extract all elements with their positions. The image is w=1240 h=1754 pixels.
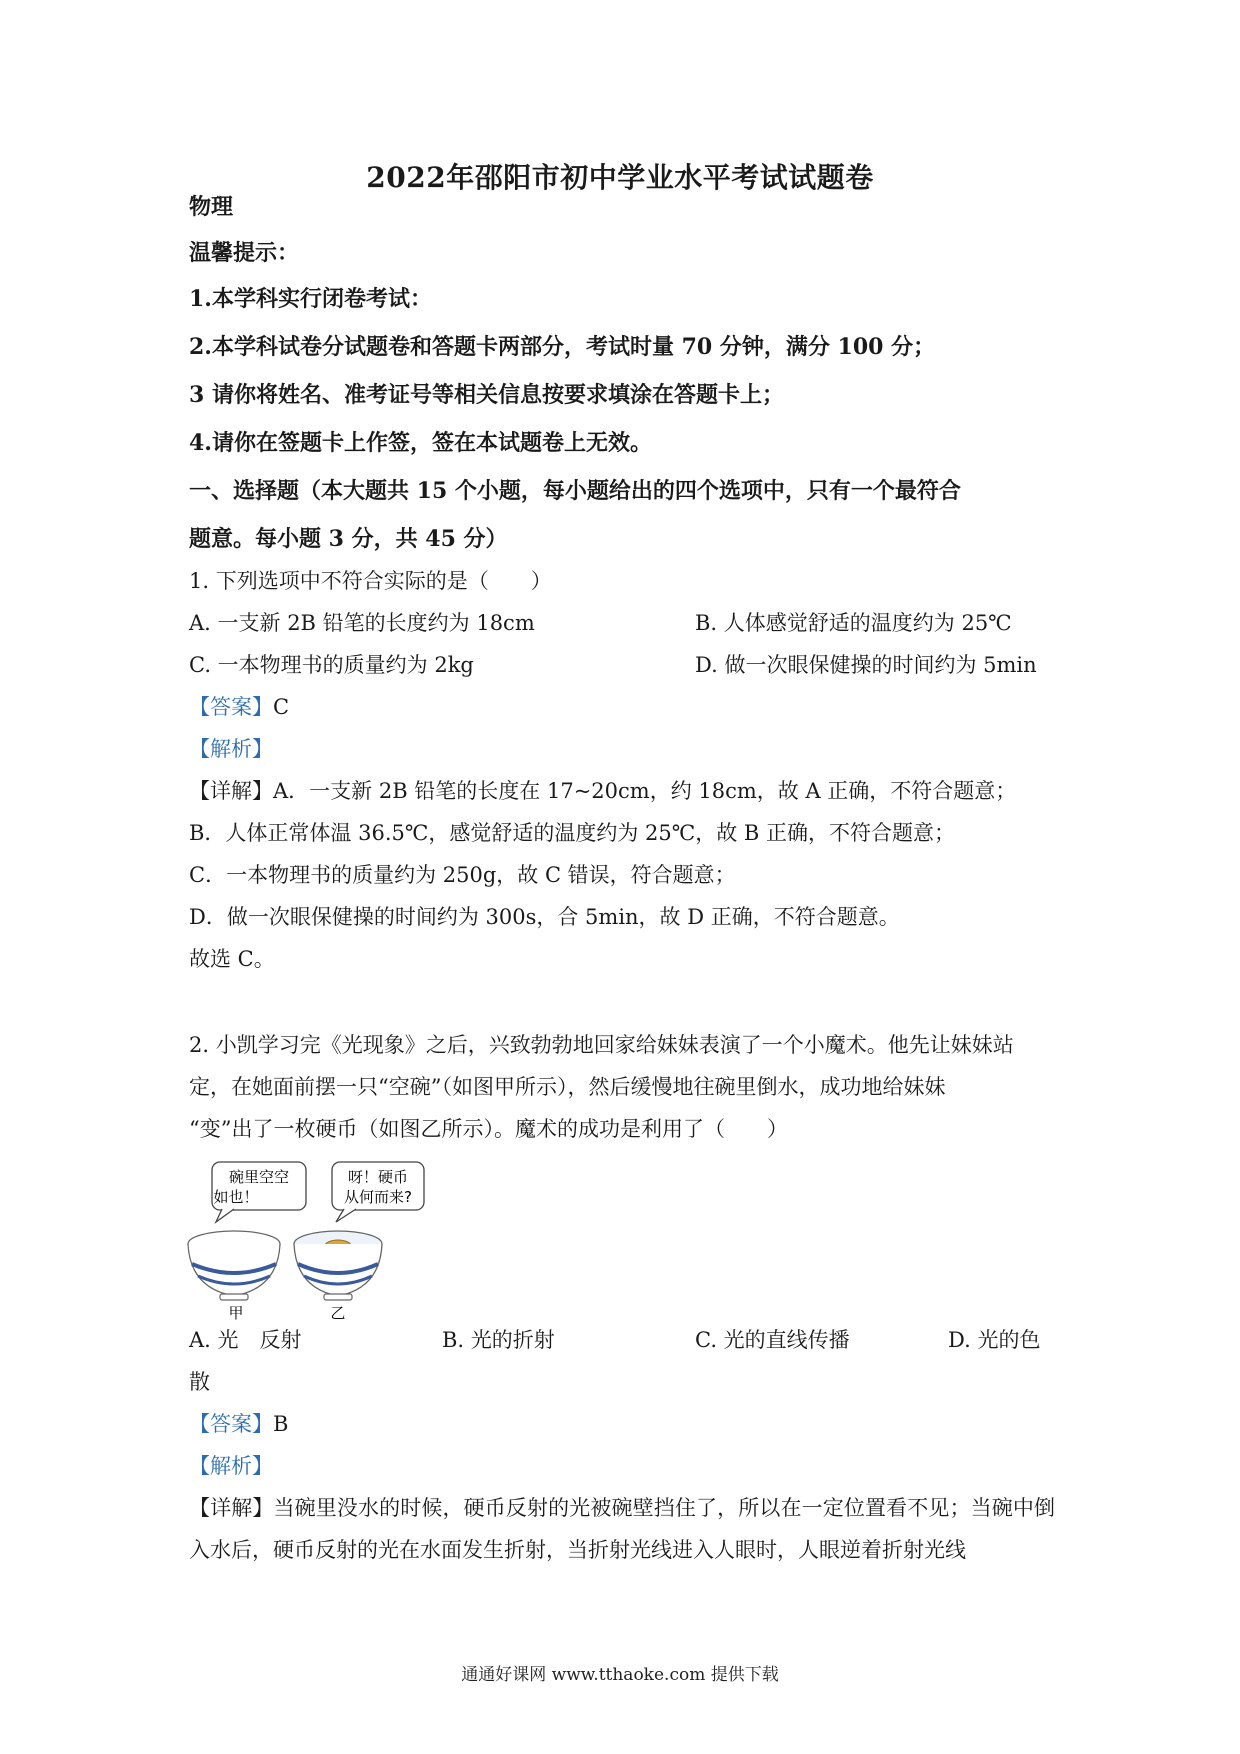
q1-option-d: D. 做一次眼保健操的时间约为 5min bbox=[695, 653, 1037, 677]
bubble-right-line2: 从何而来? bbox=[344, 1188, 412, 1206]
subject-label: 物理 bbox=[189, 194, 234, 220]
answer-tag: 【答案】 bbox=[189, 1412, 273, 1436]
bubble-left-line2: 如也！ bbox=[213, 1188, 259, 1206]
section-heading: 一、选择题（本大题共 15 个小题，每小题给出的四个选项中，只有一个最符合 bbox=[189, 478, 961, 504]
q1-conclusion: 故选 C。 bbox=[189, 947, 275, 971]
answer-value: C bbox=[273, 695, 290, 719]
detail-text: A．一支新 2B 铅笔的长度在 17~20cm，约 18cm，故 A 正确，不符合题意； bbox=[273, 779, 1017, 803]
figure-label-left: 甲 bbox=[228, 1304, 244, 1320]
page-title: 2022年邵阳市初中学业水平考试试题卷 bbox=[366, 161, 874, 194]
question-1-stem: 1. 下列选项中不符合实际的是（ ） bbox=[189, 569, 552, 593]
q1-option-a: A. 一支新 2B 铅笔的长度约为 18cm bbox=[189, 611, 535, 635]
q1-analysis bbox=[189, 734, 273, 764]
q1-detail-line: B．人体正常体温 36.5℃，感觉舒适的温度约为 25℃，故 B 正确，不符合题意； bbox=[189, 821, 956, 845]
tips-heading: 温馨提示： bbox=[189, 240, 300, 266]
tip-item: 2.本学科试卷分试题卷和答题卡两部分，考试时量 70 分钟，满分 100 分； bbox=[189, 334, 936, 360]
detail-tag: 【详解】 bbox=[189, 779, 273, 803]
tip-item: 1.本学科实行闭卷考试： bbox=[189, 286, 432, 312]
coin-bowl-icon bbox=[294, 1231, 382, 1300]
q1-detail-line: C．一本物理书的质量约为 250g，故 C 错误，符合题意； bbox=[189, 863, 736, 887]
q2-analysis bbox=[189, 1451, 273, 1481]
q2-detail bbox=[189, 1487, 1055, 1571]
detail-text: 当碗里没水的时候，硬币反射的光被碗壁挡住了，所以在一定位置看不见；当碗中倒入水后，硬币反射的光在水面发生折射，当折射光线进入人眼时，人眼逆着折射光线 bbox=[189, 1496, 1055, 1562]
q1-detail-line: D．做一次眼保健操的时间约为 300s，合 5min，故 D 正确，不符合题意。 bbox=[189, 905, 900, 929]
q2-stem-line: 定，在她面前摆一只“空碗”（如图甲所示），然后缓慢地往碗里倒水，成功地给妹妹 bbox=[189, 1075, 946, 1099]
answer-value: B bbox=[273, 1412, 289, 1436]
bubble-left-line1: 碗里空空 bbox=[228, 1168, 290, 1186]
q1-option-c: C. 一本物理书的质量约为 2kg bbox=[189, 653, 474, 677]
q1-answer bbox=[189, 692, 289, 722]
page-footer: 通通好课网 www.tthaoke.com 提供下载 bbox=[461, 1665, 779, 1685]
q2-option-c: C. 光的直线传播 bbox=[695, 1328, 850, 1352]
q2-stem-line: 2. 小凯学习完《光现象》之后，兴致勃勃地回家给妹妹表演了一个小魔术。他先让妹妹站 bbox=[189, 1033, 1014, 1057]
q1-option-b: B. 人体感觉舒适的温度约为 25℃ bbox=[695, 611, 1012, 635]
q2-option-a: A. 光 反射 bbox=[189, 1328, 302, 1352]
bowls-figure bbox=[186, 1160, 436, 1320]
q1-detail-line bbox=[189, 776, 1016, 806]
q2-stem-line: “变”出了一枚硬币（如图乙所示）。魔术的成功是利用了（ ） bbox=[189, 1117, 788, 1141]
analysis-tag: 【解析】 bbox=[189, 1454, 273, 1478]
q2-option-d-cont: 散 bbox=[189, 1370, 210, 1394]
q2-option-b: B. 光的折射 bbox=[442, 1328, 555, 1352]
analysis-tag: 【解析】 bbox=[189, 737, 273, 761]
figure-label-right: 乙 bbox=[330, 1304, 346, 1320]
q2-option-d: D. 光的色 bbox=[948, 1328, 1041, 1352]
bubble-right-line1: 呀！硬币 bbox=[347, 1168, 409, 1186]
tip-item: 4.请你在签题卡上作签，签在本试题卷上无效。 bbox=[189, 430, 652, 456]
tip-item: 3 请你将姓名、准考证号等相关信息按要求填涂在答题卡上； bbox=[189, 382, 784, 408]
answer-tag: 【答案】 bbox=[189, 695, 273, 719]
empty-bowl-icon bbox=[188, 1231, 280, 1300]
q2-answer bbox=[189, 1409, 288, 1439]
detail-tag: 【详解】 bbox=[189, 1496, 274, 1520]
speech-bubble-tail bbox=[216, 1209, 234, 1222]
section-heading-cont: 题意。每小题 3 分，共 45 分） bbox=[189, 526, 508, 552]
speech-bubble-tail bbox=[336, 1209, 356, 1222]
